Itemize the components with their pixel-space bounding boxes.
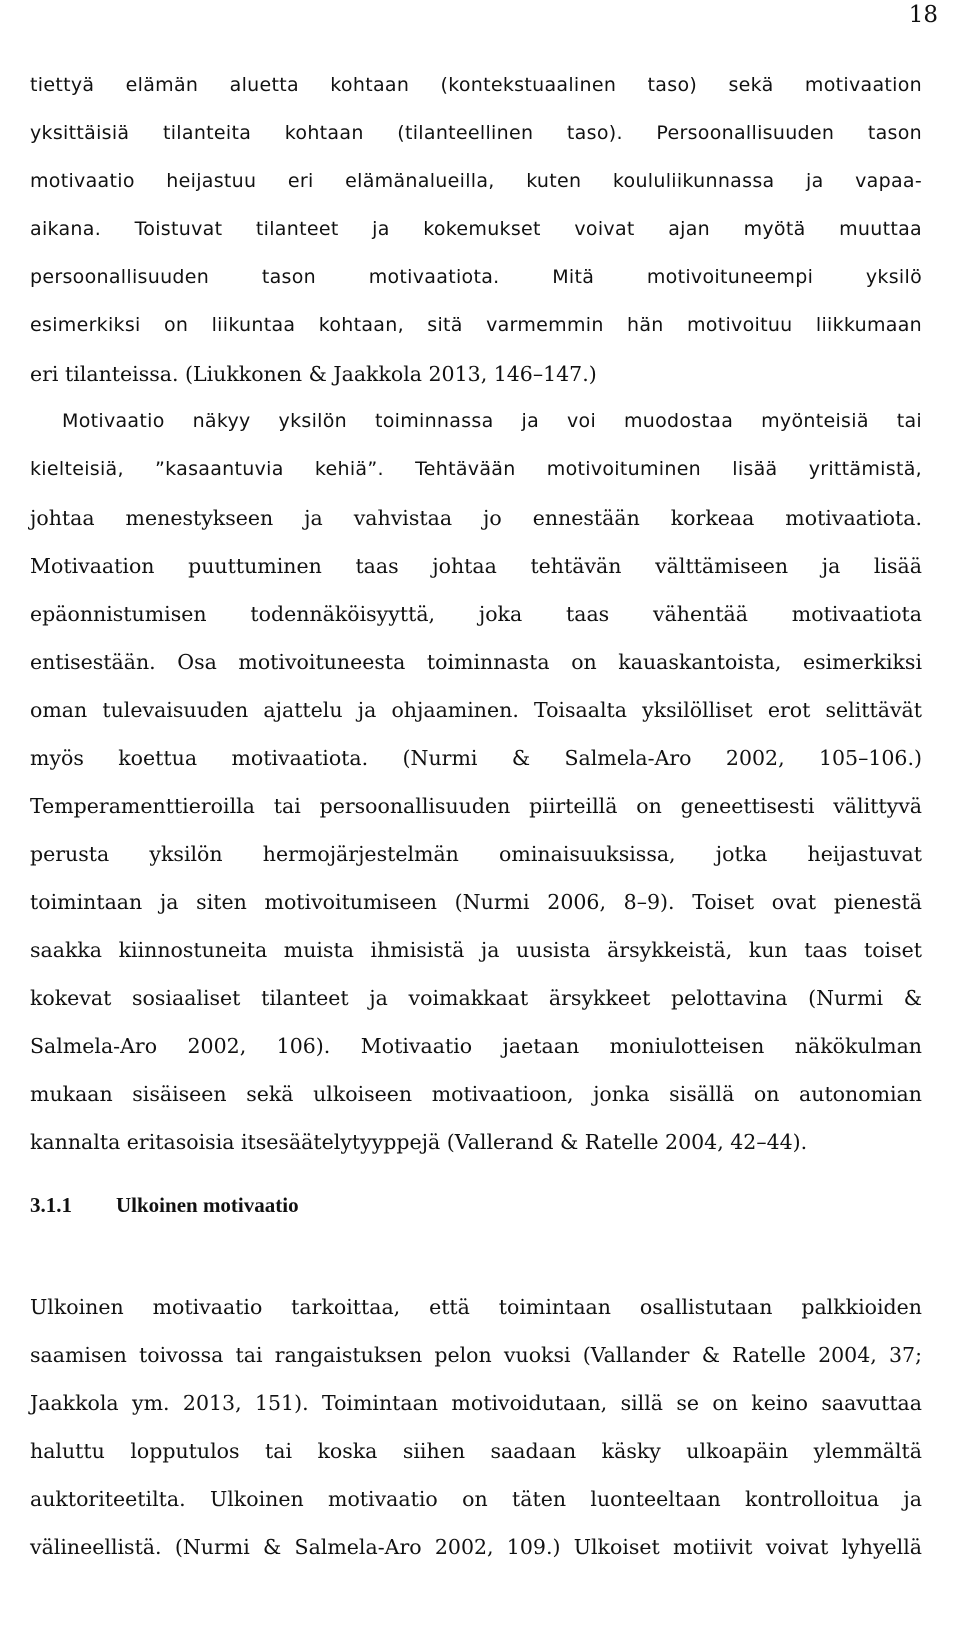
text-line: Temperamenttieroilla tai persoonallisuuden piirteillä on geneettisesti välittyvä bbox=[30, 794, 922, 818]
text-line: haluttu lopputulos tai koska siihen saadaan käsky ulkoapäin ylemmältä bbox=[30, 1439, 922, 1463]
text-line: kielteisiä, ”kasaantuvia kehiä”. Tehtävään motivoituminen lisää yrittämistä, bbox=[30, 458, 922, 480]
text-line: yksittäisiä tilanteita kohtaan (tilanteellinen taso). Persoonallisuuden tason bbox=[30, 122, 922, 144]
section-number: 3.1.1 bbox=[30, 1193, 72, 1217]
text-line: oman tulevaisuuden ajattelu ja ohjaaminen. Toisaalta yksilölliset erot selittävät bbox=[30, 698, 922, 722]
page-number: 18 bbox=[908, 2, 938, 28]
text-line: eri tilanteissa. (Liukkonen & Jaakkola 2013, 146–147.) bbox=[30, 362, 597, 386]
text-line: esimerkiksi on liikuntaa kohtaan, sitä varmemmin hän motivoituu liikkumaan bbox=[30, 314, 922, 336]
text-line: Jaakkola ym. 2013, 151). Toimintaan motivoidutaan, sillä se on keino saavuttaa bbox=[30, 1391, 922, 1415]
text-line: välineellistä. (Nurmi & Salmela-Aro 2002, 109.) Ulkoiset motiivit voivat lyhyellä bbox=[30, 1535, 922, 1559]
text-line: Motivaation puuttuminen taas johtaa tehtävän välttämiseen ja lisää bbox=[30, 554, 922, 578]
text-line: kokevat sosiaaliset tilanteet ja voimakkaat ärsykkeet pelottavina (Nurmi & bbox=[30, 986, 922, 1010]
text-line: kannalta eritasoisia itsesäätelytyyppejä (Vallerand & Ratelle 2004, 42–44). bbox=[30, 1130, 808, 1154]
text-line: motivaatio heijastuu eri elämänalueilla, kuten koululiikunnassa ja vapaa- bbox=[30, 170, 922, 192]
text-line: Ulkoinen motivaatio tarkoittaa, että toimintaan osallistutaan palkkioiden bbox=[30, 1295, 922, 1319]
text-line: auktoriteetilta. Ulkoinen motivaatio on täten luonteeltaan kontrolloitua ja bbox=[30, 1487, 922, 1511]
text-line: johtaa menestykseen ja vahvistaa jo ennestään korkeaa motivaatiota. bbox=[30, 506, 922, 530]
text-line: toimintaan ja siten motivoitumiseen (Nurmi 2006, 8–9). Toiset ovat pienestä bbox=[30, 890, 922, 914]
section-heading bbox=[30, 1193, 299, 1218]
text-line: myös koettua motivaatiota. (Nurmi & Salmela-Aro 2002, 105–106.) bbox=[30, 746, 922, 770]
text-line: mukaan sisäiseen sekä ulkoiseen motivaatioon, jonka sisällä on autonomian bbox=[30, 1082, 922, 1106]
text-line: saamisen toivossa tai rangaistuksen pelon vuoksi (Vallander & Ratelle 2004, 37; bbox=[30, 1343, 922, 1367]
text-line: saakka kiinnostuneita muista ihmisistä ja uusista ärsykkeistä, kun taas toiset bbox=[30, 938, 922, 962]
text-line: tiettyä elämän aluetta kohtaan (kontekstuaalinen taso) sekä motivaation bbox=[30, 74, 922, 96]
text-line: epäonnistumisen todennäköisyyttä, joka taas vähentää motivaatiota bbox=[30, 602, 922, 626]
text-line: entisestään. Osa motivoituneesta toiminnasta on kauaskantoista, esimerkiksi bbox=[30, 650, 922, 674]
section-title: Ulkoinen motivaatio bbox=[116, 1193, 299, 1217]
text-line: persoonallisuuden tason motivaatiota. Mitä motivoituneempi yksilö bbox=[30, 266, 922, 288]
text-line: Salmela-Aro 2002, 106). Motivaatio jaetaan moniulotteisen näkökulman bbox=[30, 1034, 922, 1058]
text-line: perusta yksilön hermojärjestelmän ominaisuuksissa, jotka heijastuvat bbox=[30, 842, 922, 866]
text-line: aikana. Toistuvat tilanteet ja kokemukset voivat ajan myötä muuttaa bbox=[30, 218, 922, 240]
text-line: Motivaatio näkyy yksilön toiminnassa ja voi muodostaa myönteisiä tai bbox=[62, 410, 922, 432]
